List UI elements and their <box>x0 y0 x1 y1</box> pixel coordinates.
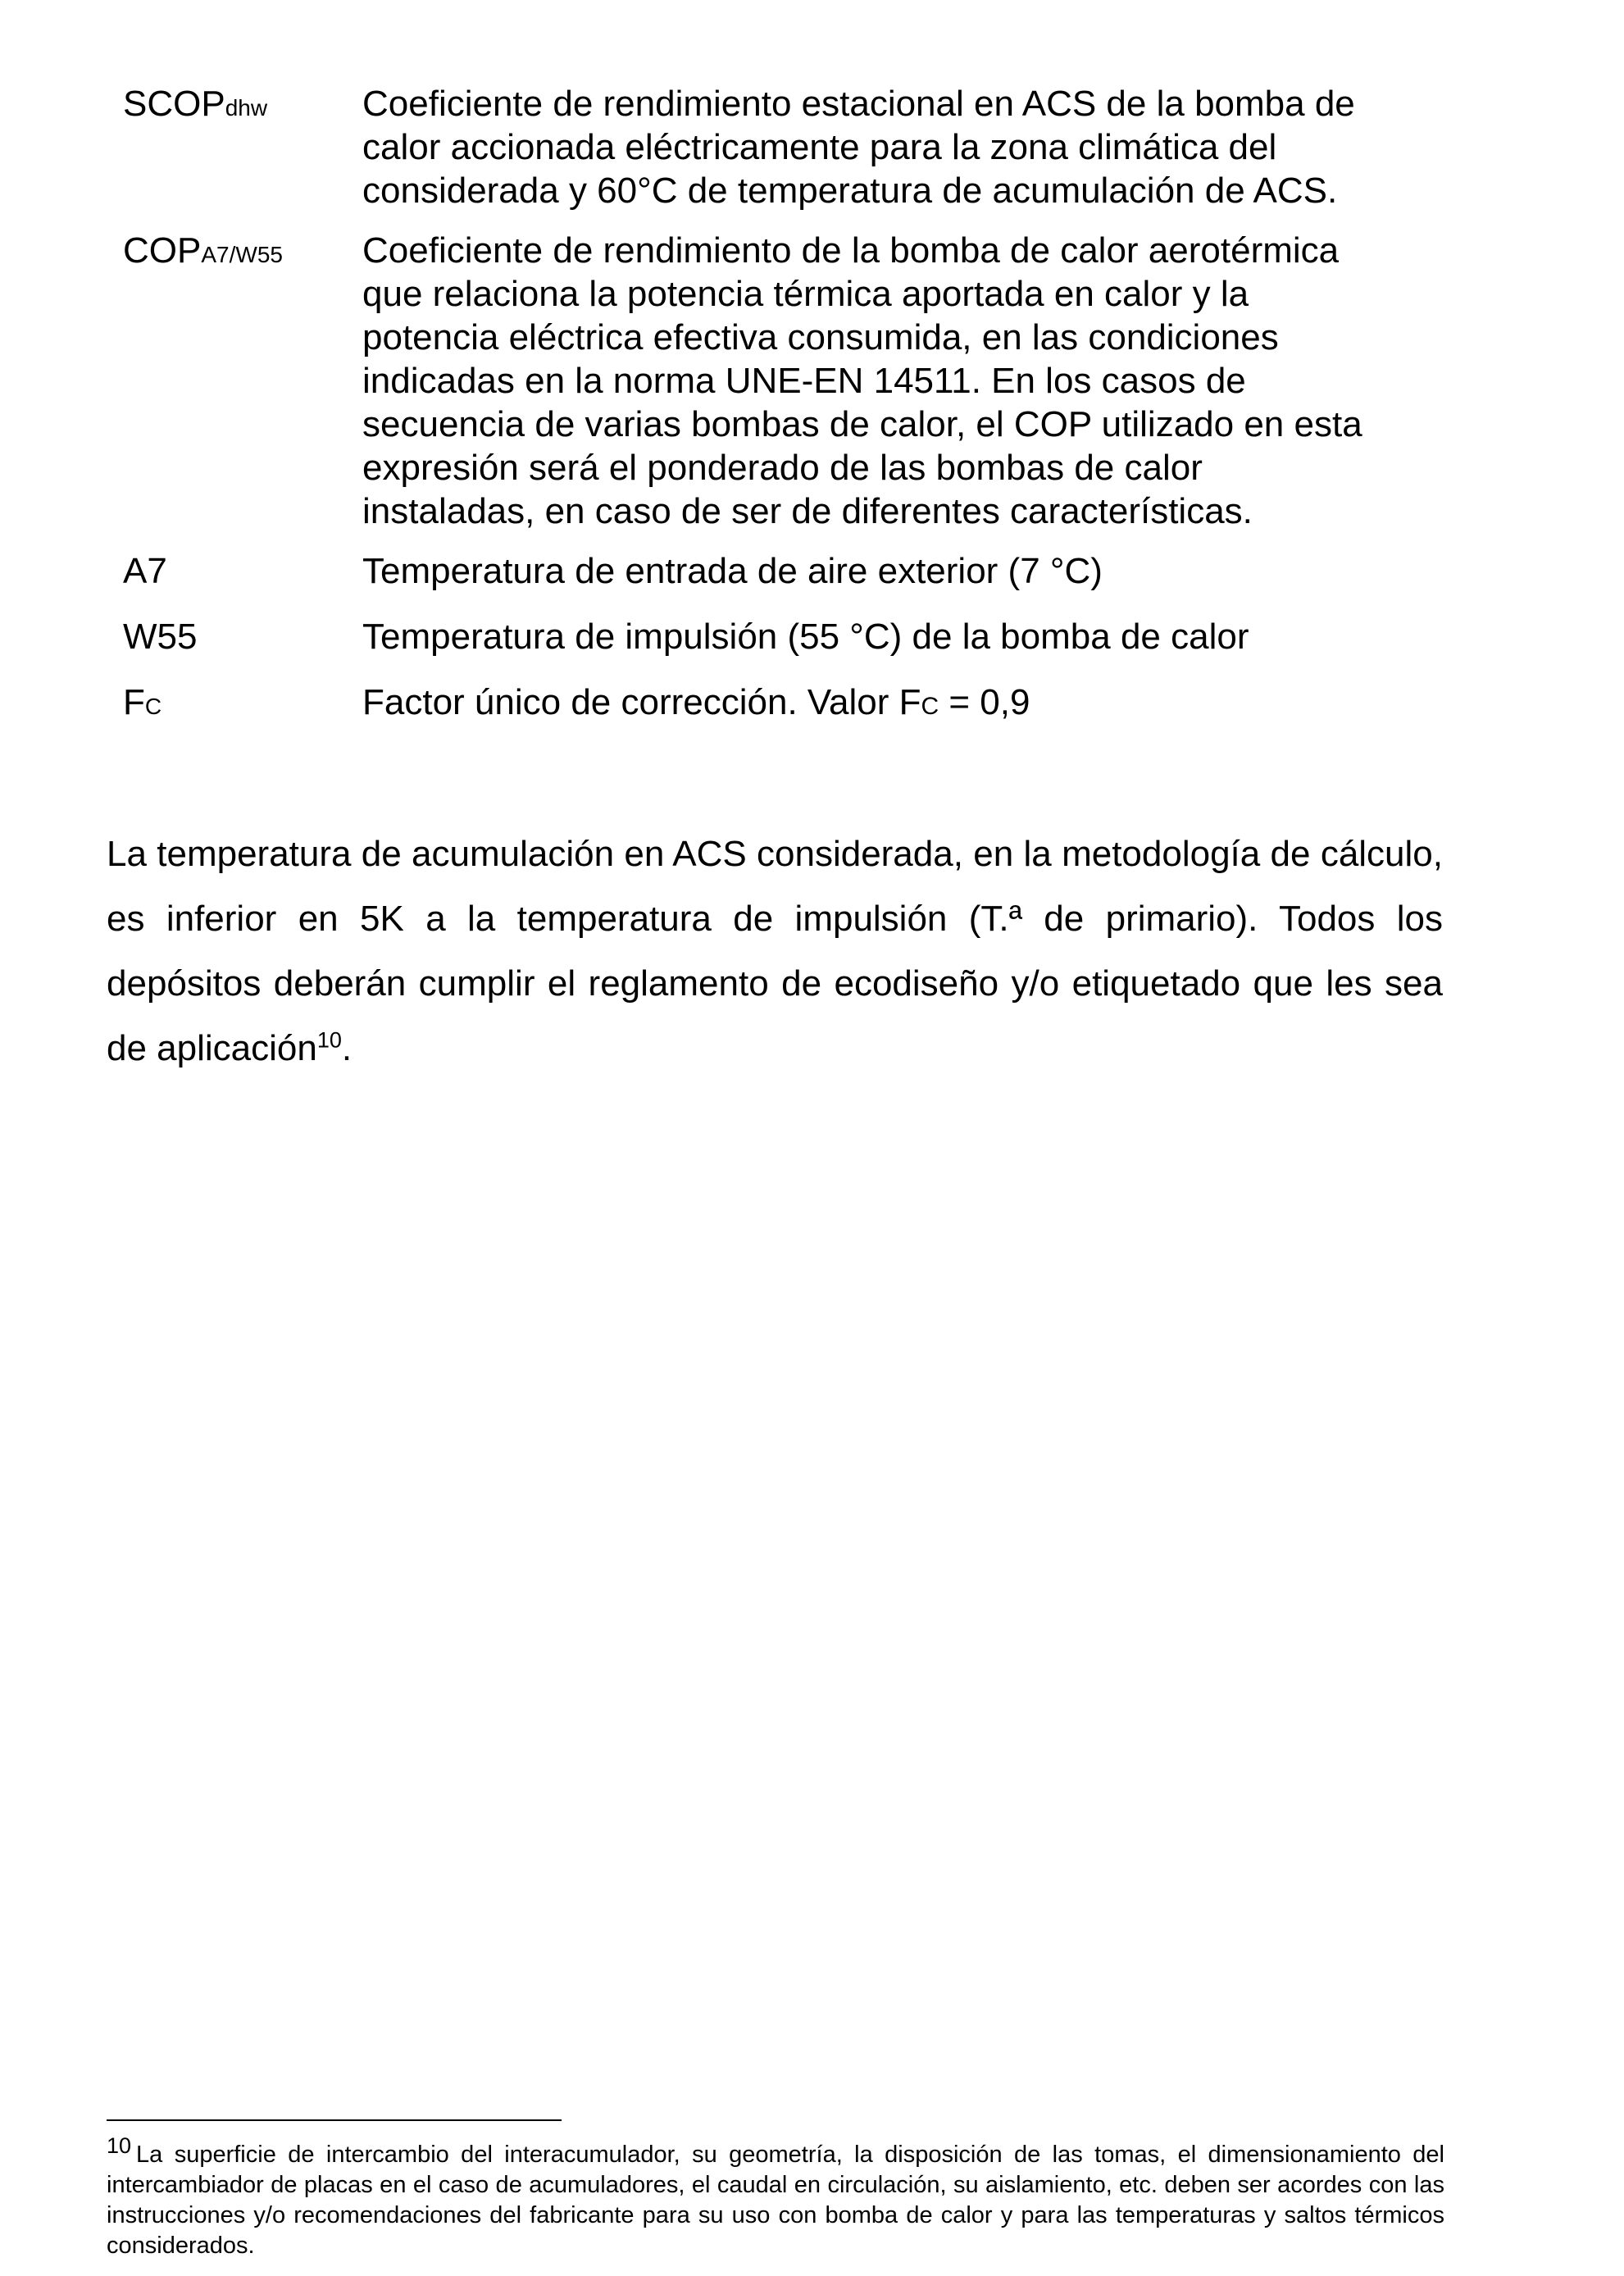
footnote-reference[interactable]: 10 <box>316 1027 342 1053</box>
symbol-text: SCOP <box>123 84 225 124</box>
definition-description: Coeficiente de rendimiento estacional en ACS de la bomba de calor accionada eléctricamente para la zona climática del considerada y 60°C de temperatura de acumulación de ACS. <box>362 84 1355 211</box>
definition-symbol <box>123 82 362 130</box>
definition-description: Coeficiente de rendimiento de la bomba de calor aerotérmica que relaciona la potencia térmica aportada en calor y la potencia eléctrica efectiva consumida, en las condiciones indicadas en la norma UNE-EN 14511. En los casos de secuencia de varias bombas de calor, el COP utilizado en esta expresión será el ponderado de las bombas de calor instaladas, en caso de ser de diferentes características. <box>362 230 1362 531</box>
definition-symbol <box>123 615 362 658</box>
definition-symbol <box>123 681 362 728</box>
definition-row-a7 <box>123 549 1435 593</box>
definition-symbol <box>123 549 362 593</box>
footnote <box>107 2133 1444 2261</box>
description-subscript: C <box>921 693 939 720</box>
symbol-text: W55 <box>123 617 198 657</box>
symbol-text: COP <box>123 230 202 271</box>
description-value: = 0,9 <box>939 682 1030 722</box>
definition-row-w55 <box>123 615 1435 658</box>
description-text: Factor único de corrección. Valor F <box>362 682 921 722</box>
definition-symbol <box>123 229 362 276</box>
definition-row-fc <box>123 681 1435 728</box>
definition-row-cop <box>123 229 1435 533</box>
symbol-subscript: C <box>144 694 162 719</box>
paragraph-end: . <box>341 1028 353 1068</box>
footnote-text: La superficie de intercambio del interacumulador, su geometría, la disposición de las tomas, el dimensionamiento del intercambiador de placas en el caso de acumuladores, el caudal en circulación, su aislamiento, etc. deben ser acordes con las instrucciones y/o recomendaciones del fabricante para su uso con bomba de calor y para las temperaturas y saltos térmicos considerados. <box>107 2142 1444 2259</box>
symbol-text: F <box>123 682 145 722</box>
symbol-subscript: A7/W55 <box>201 242 283 267</box>
definition-description: Temperatura de impulsión (55 °C) de la bomba de calor <box>362 617 1249 657</box>
definition-description: Temperatura de entrada de aire exterior (7 °C) <box>362 551 1103 591</box>
footnote-number: 10 <box>107 2133 132 2159</box>
paragraph-text: La temperatura de acumulación en ACS considerada, en la metodología de cálculo, es inferior en 5K a la temperatura de impulsión (T.ª de primario). Todos los depósitos deberán cumplir el reglamento de ecodiseño y/o etiquetado que les sea de aplicación <box>107 834 1443 1068</box>
body-paragraph <box>107 822 1443 1081</box>
symbol-subscript: dhw <box>225 95 268 121</box>
definitions-list <box>123 82 1435 728</box>
definition-row-scopdhw <box>123 82 1435 212</box>
footnote-separator <box>107 2119 562 2121</box>
symbol-text: A7 <box>123 551 167 591</box>
definition-description <box>362 681 1371 728</box>
